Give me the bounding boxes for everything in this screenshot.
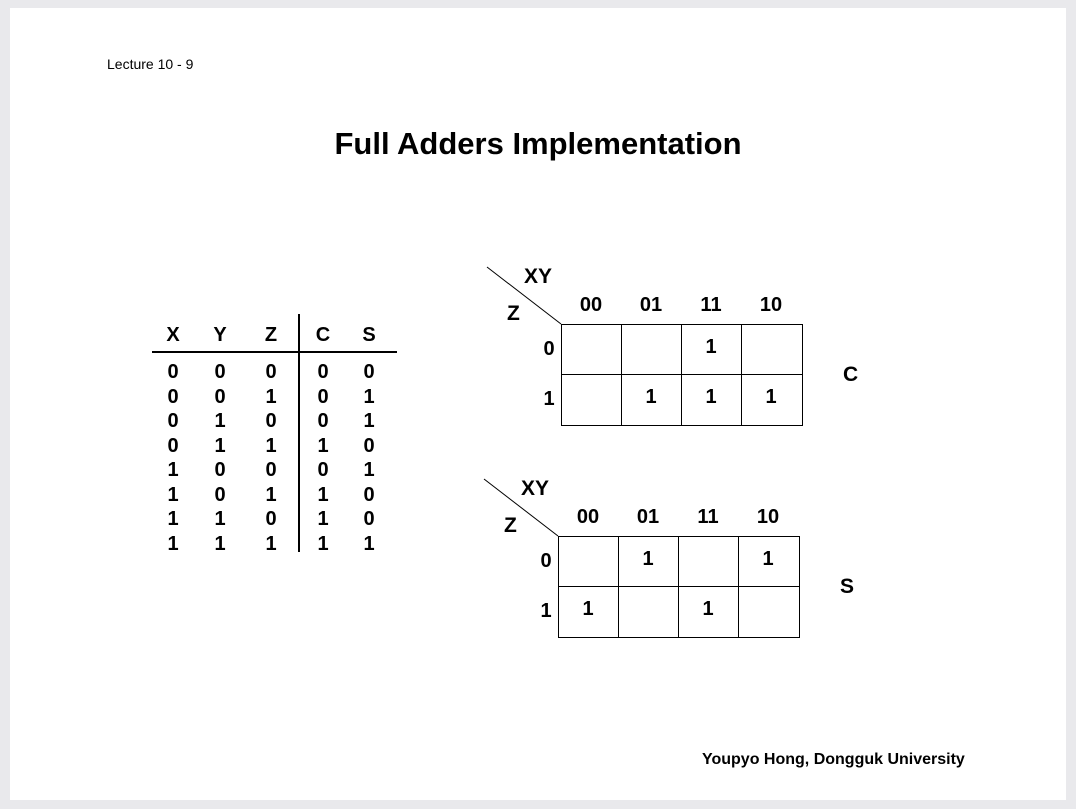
truth-table-header: X bbox=[166, 324, 180, 346]
truth-table-cell: 0 bbox=[167, 434, 179, 457]
truth-table-cell: 0 bbox=[317, 361, 329, 383]
truth-table-cell: 0 bbox=[167, 385, 179, 408]
kmap-column-label: 00 bbox=[579, 294, 603, 316]
kmap-cell: 1 bbox=[702, 598, 714, 620]
kmap-row-variable: Z bbox=[504, 514, 517, 537]
truth-table-cell: 0 bbox=[317, 385, 329, 408]
truth-table-cell: 0 bbox=[265, 410, 277, 432]
truth-table-cell: 0 bbox=[363, 434, 375, 457]
truth-table-header: Z bbox=[264, 324, 278, 346]
kmap-column-label: 00 bbox=[576, 506, 600, 528]
truth-table-cell: 1 bbox=[317, 434, 329, 457]
truth-table-cell: 1 bbox=[214, 508, 226, 530]
truth-table-cell: 1 bbox=[265, 385, 277, 408]
kmap-column-variable: XY bbox=[524, 265, 553, 288]
kmap-output-name: S bbox=[840, 575, 855, 598]
truth-table-cell: 0 bbox=[167, 361, 179, 383]
truth-table-cell: 0 bbox=[363, 508, 375, 530]
kmap-column-label: 01 bbox=[636, 506, 660, 528]
truth-table-cell: 1 bbox=[167, 483, 179, 506]
truth-table-cell: 1 bbox=[317, 532, 329, 555]
truth-table-cell: 0 bbox=[363, 361, 375, 383]
footer-credit: Youpyo Hong, Dongguk University bbox=[702, 751, 965, 768]
truth-table-header: Y bbox=[213, 324, 227, 346]
kmap-column-variable: XY bbox=[521, 477, 550, 500]
kmap-grid-line bbox=[621, 324, 622, 426]
kmap-grid-line bbox=[741, 324, 742, 426]
truth-table-header-rule bbox=[152, 351, 397, 353]
truth-table-cell: 1 bbox=[167, 508, 179, 530]
truth-table-cell: 1 bbox=[265, 532, 277, 555]
truth-table-cell: 0 bbox=[214, 385, 226, 408]
truth-table-cell: 1 bbox=[363, 410, 375, 432]
kmap-column-label: 11 bbox=[700, 294, 722, 316]
kmap-row-label: 1 bbox=[540, 600, 552, 622]
kmap-column-label: 01 bbox=[639, 294, 663, 316]
truth-table-cell: 0 bbox=[265, 459, 277, 481]
truth-table-cell: 0 bbox=[317, 459, 329, 481]
truth-table-cell: 1 bbox=[167, 532, 179, 555]
truth-table-header: S bbox=[362, 324, 376, 346]
slide-title: Full Adders Implementation bbox=[334, 126, 742, 161]
kmap-grid-line bbox=[678, 536, 679, 638]
truth-table-cell: 1 bbox=[363, 385, 375, 408]
truth-table-cell: 1 bbox=[317, 483, 329, 506]
truth-table-cell: 1 bbox=[214, 410, 226, 432]
truth-table-cell: 1 bbox=[214, 434, 226, 457]
kmap-cell: 1 bbox=[582, 598, 594, 620]
kmap-output-name: C bbox=[843, 363, 859, 386]
kmap-row-label: 0 bbox=[540, 550, 552, 572]
kmap-cell: 1 bbox=[645, 386, 657, 408]
truth-table-cell: 1 bbox=[265, 483, 277, 506]
kmap-row-variable: Z bbox=[507, 302, 520, 325]
truth-table-cell: 1 bbox=[363, 532, 375, 555]
truth-table-cell: 0 bbox=[317, 410, 329, 432]
truth-table-cell: 0 bbox=[265, 361, 277, 383]
truth-table-cell: 0 bbox=[167, 410, 179, 432]
kmap-cell: 1 bbox=[765, 386, 777, 408]
kmap-column-label: 10 bbox=[756, 506, 780, 528]
kmap-cell: 1 bbox=[642, 548, 654, 570]
truth-table-header: C bbox=[315, 324, 331, 346]
truth-table-cell: 0 bbox=[363, 483, 375, 506]
truth-table-cell: 0 bbox=[265, 508, 277, 530]
truth-table-divider bbox=[298, 314, 300, 552]
kmap-grid-line bbox=[561, 374, 803, 375]
truth-table-cell: 1 bbox=[363, 459, 375, 481]
kmap-cell: 1 bbox=[705, 336, 717, 358]
slide bbox=[10, 8, 1066, 800]
kmap-column-label: 11 bbox=[697, 506, 719, 528]
truth-table-cell: 1 bbox=[317, 508, 329, 530]
truth-table-cell: 0 bbox=[214, 459, 226, 481]
truth-table-cell: 1 bbox=[214, 532, 226, 555]
truth-table-cell: 0 bbox=[214, 483, 226, 506]
lecture-label: Lecture 10 - 9 bbox=[107, 56, 194, 72]
truth-table-cell: 1 bbox=[167, 459, 179, 481]
kmap-row-label: 0 bbox=[543, 338, 555, 360]
kmap-cell: 1 bbox=[762, 548, 774, 570]
truth-table-cell: 1 bbox=[265, 434, 277, 457]
kmap-column-label: 10 bbox=[759, 294, 783, 316]
kmap-grid-line bbox=[558, 586, 800, 587]
kmap-cell: 1 bbox=[705, 386, 717, 408]
kmap-row-label: 1 bbox=[543, 388, 555, 410]
truth-table-cell: 0 bbox=[214, 361, 226, 383]
